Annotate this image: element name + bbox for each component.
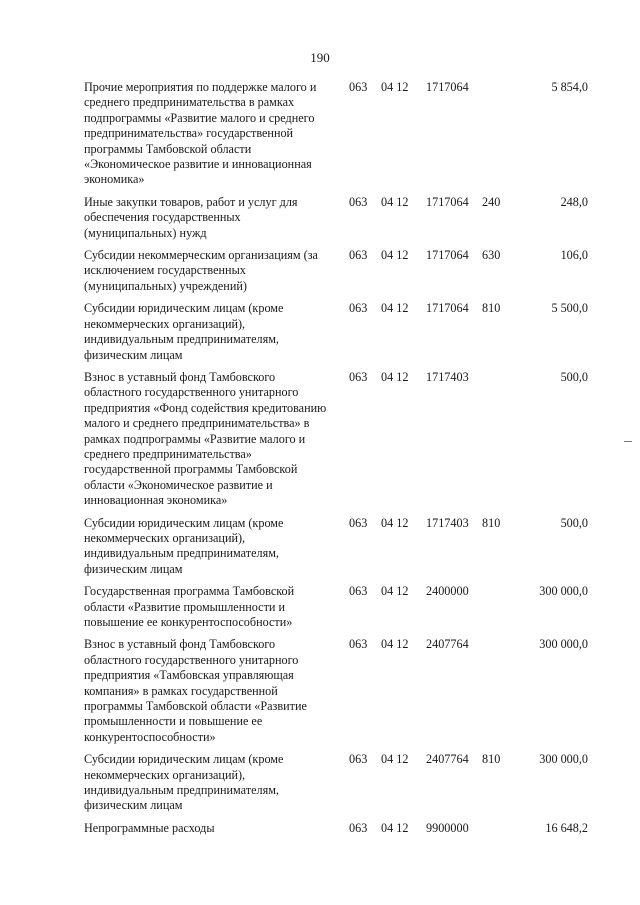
row-name: Субсидии юридическим лицам (кроме некоммерческих организаций), индивидуальным предпринимателям, физическим лицам [84, 752, 284, 813]
row-target-code: 1717064 [426, 80, 469, 94]
row-target-code: 9900000 [426, 820, 469, 835]
row-name: Субсидии юридическим лицам (кроме некоммерческих организаций), индивидуальным предпринимателям, физическим лицам [84, 515, 284, 576]
table-row [84, 584, 588, 630]
row-target-code: 1717064 [426, 301, 469, 316]
row-sum: 5 500,0 [551, 301, 588, 316]
table-row [84, 248, 588, 294]
row-expense-type: 810 [482, 752, 501, 767]
table-row [84, 195, 588, 241]
row-target-code: 1717403 [426, 369, 469, 384]
row-sum: 300 000,0 [539, 637, 588, 652]
table-row [84, 301, 588, 363]
table-row [84, 752, 588, 814]
row-section-code: 04 12 [381, 515, 409, 530]
row-target-code: 1717403 [426, 515, 469, 530]
budget-table [84, 80, 588, 843]
row-name: Иные закупки товаров, работ и услуг для обеспечения государственных (муниципальных) нужд [84, 194, 298, 240]
row-sum: 248,0 [560, 194, 588, 209]
row-gr-code: 063 [349, 301, 368, 316]
row-section-code: 04 12 [381, 301, 409, 316]
row-sum: 300 000,0 [539, 752, 588, 767]
row-gr-code: 063 [349, 248, 368, 263]
row-expense-type: 810 [482, 301, 501, 316]
row-name: Взнос в уставный фонд Тамбовского областного государственного унитарного предприятия «Тамбовская управляющая компания» в рамках государственной программы Тамбовской области «Развитие промышленности и повышение ее конкурентоспособности» [84, 637, 307, 744]
row-expense-type: 810 [482, 515, 501, 530]
row-name: Субсидии юридическим лицам (кроме некоммерческих организаций), индивидуальным предпринимателям, физическим лицам [84, 301, 284, 362]
row-section-code: 04 12 [381, 820, 409, 835]
row-name: Субсидии некоммерческим организациям (за исключением государственных (муниципальных) учреждений) [84, 248, 318, 293]
row-target-code: 2407764 [426, 637, 469, 652]
row-name: Государственная программа Тамбовской области «Развитие промышленности и повышение ее конкурентоспособности» [84, 584, 295, 629]
page-number: 190 [310, 50, 330, 65]
row-sum: 16 648,2 [545, 820, 588, 835]
row-sum: 106,0 [560, 248, 588, 263]
row-target-code: 2407764 [426, 752, 469, 767]
row-section-code: 04 12 [381, 248, 409, 263]
row-gr-code: 063 [349, 515, 368, 530]
row-section-code: 04 12 [381, 752, 409, 767]
row-target-code: 2400000 [426, 584, 469, 599]
row-section-code: 04 12 [381, 584, 409, 599]
table-row [84, 80, 588, 188]
row-section-code: 04 12 [381, 80, 409, 94]
row-sum: 500,0 [560, 515, 588, 530]
row-sum: 300 000,0 [539, 584, 588, 599]
row-expense-type: 240 [482, 194, 501, 209]
row-sum: 5 854,0 [551, 80, 588, 94]
table-row [84, 637, 588, 745]
table-row [84, 821, 588, 836]
row-gr-code: 063 [349, 752, 368, 767]
table-row [84, 516, 588, 578]
row-gr-code: 063 [349, 584, 368, 599]
row-target-code: 1717064 [426, 194, 469, 209]
row-name: Взнос в уставный фонд Тамбовского областного государственного унитарного предприятия «Фонд содействия кредитованию малого и среднего предпринимательства» в рамках подпрограммы «Развитие малого и среднего предпринимательства» государственной программы Тамбовской области «Экономическое развитие и инновационная экономика» [84, 369, 327, 508]
row-target-code: 1717064 [426, 248, 469, 263]
scan-edge-mark [624, 441, 632, 442]
row-expense-type: 630 [482, 248, 501, 263]
row-section-code: 04 12 [381, 194, 409, 209]
row-name: Непрограммные расходы [84, 820, 215, 835]
table-row [84, 370, 588, 509]
row-section-code: 04 12 [381, 369, 409, 384]
row-gr-code: 063 [349, 637, 368, 652]
row-gr-code: 063 [349, 80, 368, 94]
row-gr-code: 063 [349, 820, 368, 835]
row-sum: 500,0 [560, 369, 588, 384]
row-gr-code: 063 [349, 194, 368, 209]
row-name: Прочие мероприятия по поддержке малого и среднего предпринимательства в рамках подпрограммы «Развитие малого и среднего предпринимательства» государственной программы Тамбовской области «Экономическое развитие и инновационная экономика» [84, 80, 317, 187]
row-gr-code: 063 [349, 369, 368, 384]
row-section-code: 04 12 [381, 637, 409, 652]
